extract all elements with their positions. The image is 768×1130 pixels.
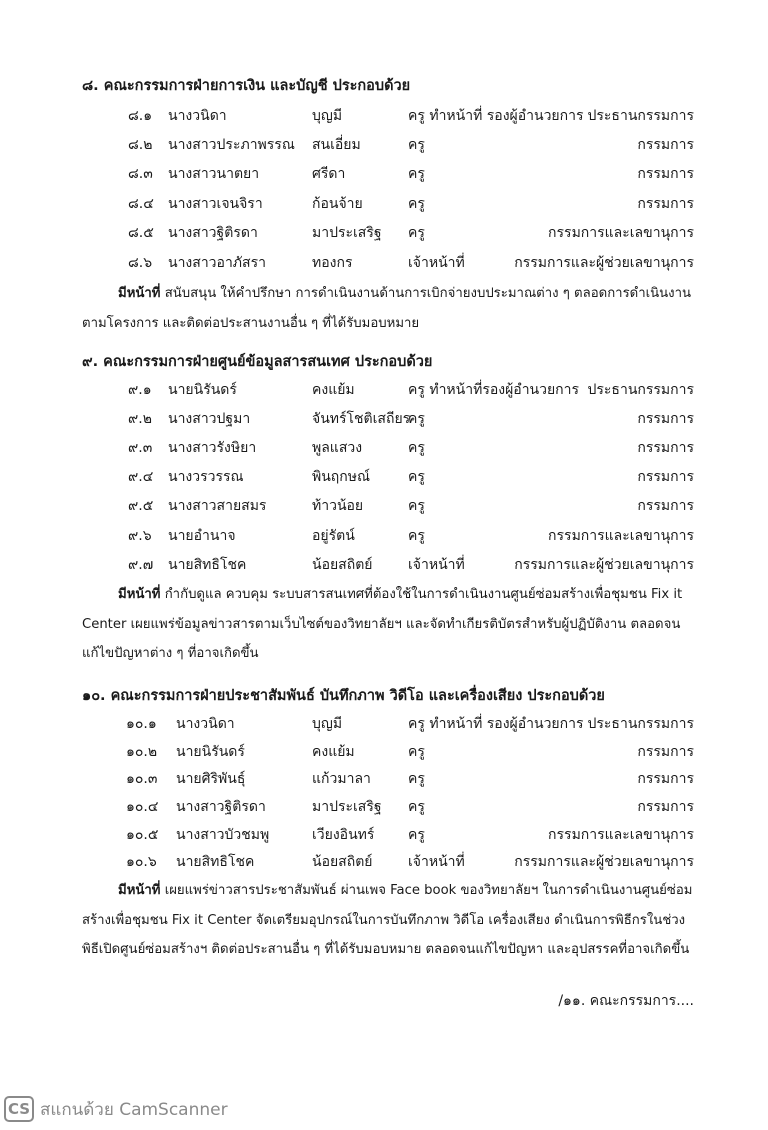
member-number: ๙.๑ xyxy=(128,382,152,398)
duty-label: มีหน้าที่ xyxy=(118,587,161,602)
member-name: นายสิทธิโชค xyxy=(176,854,255,870)
member-position: เจ้าหน้าที่ xyxy=(408,255,465,271)
section-9-duty xyxy=(82,580,694,669)
member-role: ประธานกรรมการ xyxy=(587,382,694,398)
duty-text: เผยแพร่ข่าวสารประชาสัมพันธ์ ผ่านเพจ Face book ของวิทยาลัยฯ ในการดำเนินงานศูนย์ซ่อมสร้างเพื่อชุมชน Fix it Center จัดเตรียมอุปกรณ์ในการบันทึกภาพ วิดีโอ เครื่องเสียง ดำเนินการพิธีกรในช่วงพิธีเปิดศูนย์ซ่อมสร้างฯ ติดต่อประสานอื่น ๆ ที่ได้รับมอบหมาย ตลอดจนแก้ไขปัญหา และอุปสรรคที่อาจเกิดขึ้น xyxy=(82,883,693,957)
member-role: กรรมการและเลขานุการ xyxy=(548,225,694,241)
member-number: ๑๐.๒ xyxy=(126,744,158,760)
member-role: กรรมการ xyxy=(637,196,694,212)
member-name: นายสิทธิโชค xyxy=(168,557,247,573)
member-number: ๙.๖ xyxy=(128,528,152,544)
member-surname: คงแย้ม xyxy=(312,744,355,760)
member-row xyxy=(0,796,768,818)
member-number: ๘.๑ xyxy=(128,108,153,124)
member-number: ๙.๕ xyxy=(128,498,154,514)
member-name: นางสาวปฐมา xyxy=(168,411,251,427)
member-surname: พินฤกษณ์ xyxy=(312,469,370,485)
member-role: กรรมการและเลขานุการ xyxy=(548,827,694,843)
member-role: กรรมการและผู้ช่วยเลขานุการ xyxy=(514,854,694,870)
member-position: เจ้าหน้าที่ xyxy=(408,557,465,573)
member-surname: เวียงอินทร์ xyxy=(312,827,375,843)
member-row xyxy=(0,379,768,401)
member-name: นางวนิดา xyxy=(168,108,227,124)
member-surname: ก้อนจ้าย xyxy=(312,196,363,212)
member-name: นางสาวสายสมร xyxy=(168,498,267,514)
member-number: ๘.๖ xyxy=(128,255,153,271)
member-role: ประธานกรรมการ xyxy=(587,716,694,732)
member-row xyxy=(0,222,768,244)
member-position: ครู xyxy=(408,225,425,241)
member-number: ๙.๗ xyxy=(128,557,154,573)
section-8-duty xyxy=(82,279,694,338)
member-row xyxy=(0,495,768,517)
camscanner-watermark xyxy=(4,1094,228,1124)
member-role: กรรมการ xyxy=(637,744,694,760)
duty-label: มีหน้าที่ xyxy=(118,883,161,898)
member-name: นางสาวฐิติรดา xyxy=(176,799,266,815)
member-number: ๘.๒ xyxy=(128,137,153,153)
watermark-text: สแกนด้วย CamScanner xyxy=(40,1099,228,1120)
member-row xyxy=(0,741,768,763)
member-position: ครู xyxy=(408,744,425,760)
member-surname: คงแย้ม xyxy=(312,382,355,398)
member-surname: มาประเสริฐ xyxy=(312,799,382,815)
member-row xyxy=(0,768,768,790)
member-surname: บุญมี xyxy=(312,108,343,124)
member-position: ครู xyxy=(408,166,425,182)
member-name: นายอำนาจ xyxy=(168,528,236,544)
member-number: ๙.๒ xyxy=(128,411,152,427)
member-role: กรรมการ xyxy=(637,440,694,456)
section-10-heading: ๑๐. คณะกรรมการฝ่ายประชาสัมพันธ์ บันทึกภาพ วิดีโอ และเครื่องเสียง ประกอบด้วย xyxy=(82,688,605,704)
member-number: ๙.๓ xyxy=(128,440,153,456)
member-role: กรรมการและเลขานุการ xyxy=(548,528,694,544)
member-position: ครู xyxy=(408,196,425,212)
member-role: กรรมการ xyxy=(637,799,694,815)
section-9-heading: ๙. คณะกรรมการฝ่ายศูนย์ข้อมูลสารสนเทศ ประกอบด้วย xyxy=(82,354,433,370)
member-surname: สนเอี่ยม xyxy=(312,137,361,153)
member-position: ครู xyxy=(408,799,425,815)
duty-text: กำกับดูแล ควบคุม ระบบสารสนเทศที่ต้องใช้ในการดำเนินงานศูนย์ซ่อมสร้างเพื่อชุมชน Fix it Center เผยแพร่ข้อมูลข่าวสารตามเว็บไซต์ของวิทยาลัยฯ และจัดทำเกียรติบัตรสำหรับผู้ปฏิบัติงาน ตลอดจนแก้ไขปัญหาต่าง ๆ ที่อาจเกิดขึ้น xyxy=(82,587,683,661)
member-position: ครู xyxy=(408,528,425,544)
duty-text: สนับสนุน ให้คำปรึกษา การดำเนินงานด้านการเบิกจ่ายงบประมาณต่าง ๆ ตลอดการดำเนินงานตามโครงการ และติดต่อประสานงานอื่น ๆ ที่ได้รับมอบหมาย xyxy=(82,286,692,331)
member-number: ๑๐.๓ xyxy=(126,771,158,787)
member-role: กรรมการและผู้ช่วยเลขานุการ xyxy=(514,255,694,271)
member-row xyxy=(0,851,768,873)
member-position: ครู xyxy=(408,440,425,456)
member-name: นางสาวเจนจิรา xyxy=(168,196,263,212)
member-surname: ทองกร xyxy=(312,255,353,271)
member-name: นายนิรันดร์ xyxy=(168,382,237,398)
member-row xyxy=(0,252,768,274)
member-position: ครู ทำหน้าที่ รองผู้อำนวยการ xyxy=(408,716,584,732)
member-name: นางสาวรังษิยา xyxy=(168,440,257,456)
member-role: กรรมการและผู้ช่วยเลขานุการ xyxy=(514,557,694,573)
section-8-heading: ๘. คณะกรรมการฝ่ายการเงิน และบัญชี ประกอบด้วย xyxy=(82,78,411,94)
member-row xyxy=(0,408,768,430)
member-name: นางสาวฐิติรดา xyxy=(168,225,258,241)
member-position: ครู xyxy=(408,411,425,427)
member-row xyxy=(0,193,768,215)
member-position: ครู xyxy=(408,498,425,514)
member-surname: น้อยสถิตย์ xyxy=(312,854,373,870)
member-position: ครู xyxy=(408,771,425,787)
member-name: นางวรวรรณ xyxy=(168,469,244,485)
member-row xyxy=(0,713,768,735)
member-surname: พูลแสวง xyxy=(312,440,363,456)
member-position: ครู xyxy=(408,827,425,843)
member-role: กรรมการ xyxy=(637,771,694,787)
member-number: ๑๐.๑ xyxy=(126,716,157,732)
member-role: กรรมการ xyxy=(637,137,694,153)
member-row xyxy=(0,525,768,547)
member-number: ๑๐.๖ xyxy=(126,854,157,870)
member-row xyxy=(0,437,768,459)
member-surname: อยู่รัตน์ xyxy=(312,528,355,544)
member-surname: ท้าวน้อย xyxy=(312,498,364,514)
member-position: ครู xyxy=(408,137,425,153)
member-name: นางสาวนาตยา xyxy=(168,166,260,182)
member-surname: แก้วมาลา xyxy=(312,771,371,787)
member-row xyxy=(0,134,768,156)
member-name: นางวนิดา xyxy=(176,716,235,732)
member-position: ครู ทำหน้าที่รองผู้อำนวยการ xyxy=(408,382,580,398)
member-number: ๘.๓ xyxy=(128,166,153,182)
member-surname: น้อยสถิตย์ xyxy=(312,557,373,573)
member-role: กรรมการ xyxy=(637,469,694,485)
member-surname: ศรีดา xyxy=(312,166,346,182)
member-role: ประธานกรรมการ xyxy=(587,108,694,124)
member-row xyxy=(0,105,768,127)
member-number: ๑๐.๕ xyxy=(126,827,159,843)
member-name: นางสาวอาภัสรา xyxy=(168,255,266,271)
member-number: ๘.๔ xyxy=(128,196,154,212)
duty-label: มีหน้าที่ xyxy=(118,286,161,301)
member-role: กรรมการ xyxy=(637,498,694,514)
member-surname: มาประเสริฐ xyxy=(312,225,382,241)
member-row xyxy=(0,554,768,576)
member-name: นางสาวประภาพรรณ xyxy=(168,137,295,153)
member-role: กรรมการ xyxy=(637,411,694,427)
member-position: เจ้าหน้าที่ xyxy=(408,854,465,870)
member-surname: จันทร์โชติเสถียร xyxy=(312,411,411,427)
member-name: นายศิริพันธุ์ xyxy=(176,771,246,787)
member-role: กรรมการ xyxy=(637,166,694,182)
member-name: นายนิรันดร์ xyxy=(176,744,245,760)
member-number: ๑๐.๔ xyxy=(126,799,159,815)
member-name: นางสาวบัวชมพู xyxy=(176,827,270,843)
member-surname: บุญมี xyxy=(312,716,343,732)
member-row xyxy=(0,824,768,846)
member-row xyxy=(0,466,768,488)
next-page-reference: /๑๑. คณะกรรมการ.... xyxy=(558,993,694,1009)
camscanner-logo-icon: CS xyxy=(4,1096,34,1122)
member-position: ครู xyxy=(408,469,425,485)
member-row xyxy=(0,163,768,185)
member-number: ๘.๕ xyxy=(128,225,154,241)
member-position: ครู ทำหน้าที่ รองผู้อำนวยการ xyxy=(408,108,584,124)
section-10-duty xyxy=(82,876,694,965)
member-number: ๙.๔ xyxy=(128,469,154,485)
